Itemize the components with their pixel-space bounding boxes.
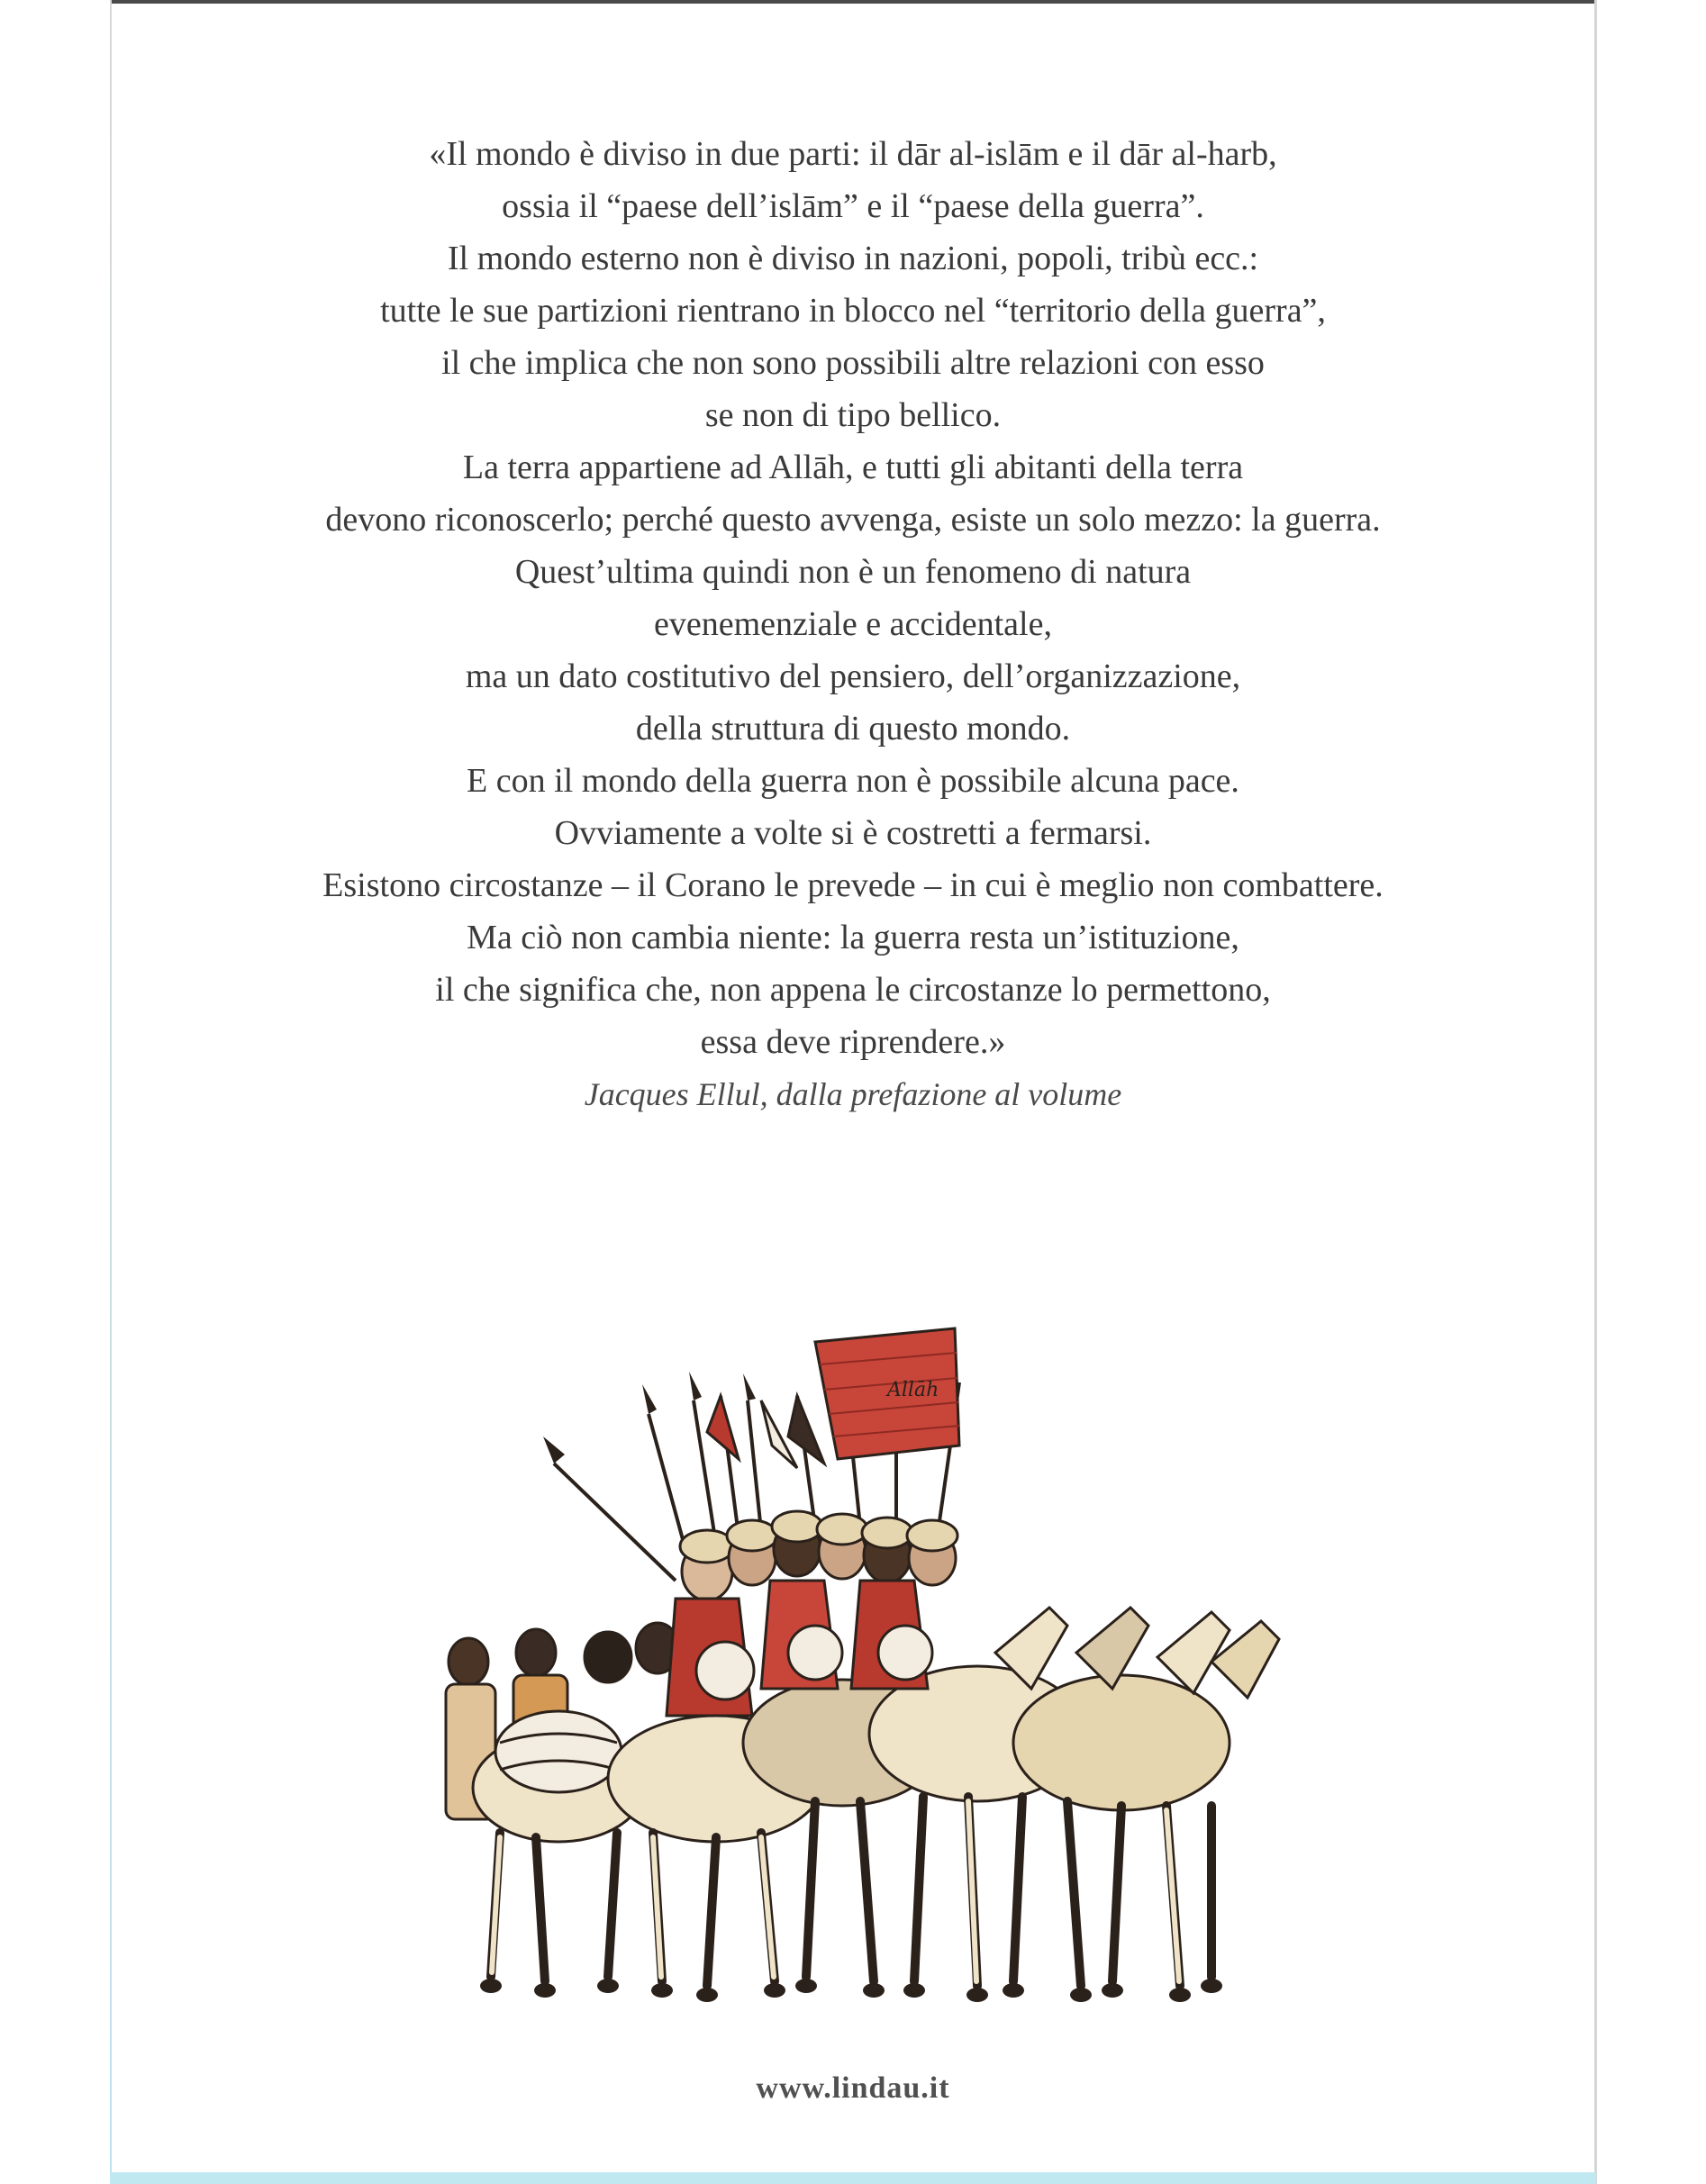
quote-line: ma un dato costitutivo del pensiero, dell’organizzazione, — [465, 657, 1241, 695]
quote-line: E con il mondo della guerra non è possibile alcuna pace. — [467, 762, 1239, 800]
quote-line: Ovviamente a volte si è costretti a fermarsi. — [554, 814, 1152, 852]
banner-inscription: Allāh — [887, 1379, 939, 1401]
quote-line: devono riconoscerlo; perché questo avvenga, esiste un solo mezzo: la guerra. — [325, 501, 1381, 539]
top-rule — [110, 0, 1596, 4]
quote-line: essa deve riprendere.» — [700, 1023, 1006, 1061]
quote-block — [110, 128, 1596, 1120]
quote-line: tutte le sue partizioni rientrano in blocco nel “territorio della guerra”, — [380, 292, 1326, 330]
quote-line: il che implica che non sono possibili altre relazioni con esso — [441, 344, 1265, 382]
quote-line: Ma ciò non cambia niente: la guerra resta un’istituzione, — [467, 919, 1239, 956]
quote-line: La terra appartiene ad Allāh, e tutti gli abitanti della terra — [462, 449, 1244, 486]
page-bottom-edge — [110, 2172, 1596, 2184]
quote-line: il che significa che, non appena le circostanze lo permettono, — [435, 971, 1271, 1009]
quote-line: se non di tipo bellico. — [704, 396, 1002, 434]
quote-line: Esistono circostanze – il Corano le prevede – in cui è meglio non combattere. — [322, 866, 1384, 904]
quote-attribution: Jacques Ellul, dalla prefazione al volume — [584, 1076, 1122, 1112]
quote-line: della struttura di questo mondo. — [635, 710, 1071, 748]
quote-line: ossia il “paese dell’islām” e il “paese della guerra”. — [502, 187, 1204, 225]
quote-line: «Il mondo è diviso in due parti: il dār al-islām e il dār al-harb, — [429, 135, 1277, 173]
quote-line: Il mondo esterno non è diviso in nazioni, popoli, tribù ecc.: — [447, 240, 1259, 277]
publisher-website[interactable]: www.lindau.it — [756, 2071, 950, 2105]
medieval-cavalry-procession-illustration — [437, 1310, 1288, 2022]
quote-line: evenemenziale e accidentale, — [654, 605, 1052, 643]
quote-line: Quest’ultima quindi non è un fenomeno di natura — [514, 553, 1192, 591]
